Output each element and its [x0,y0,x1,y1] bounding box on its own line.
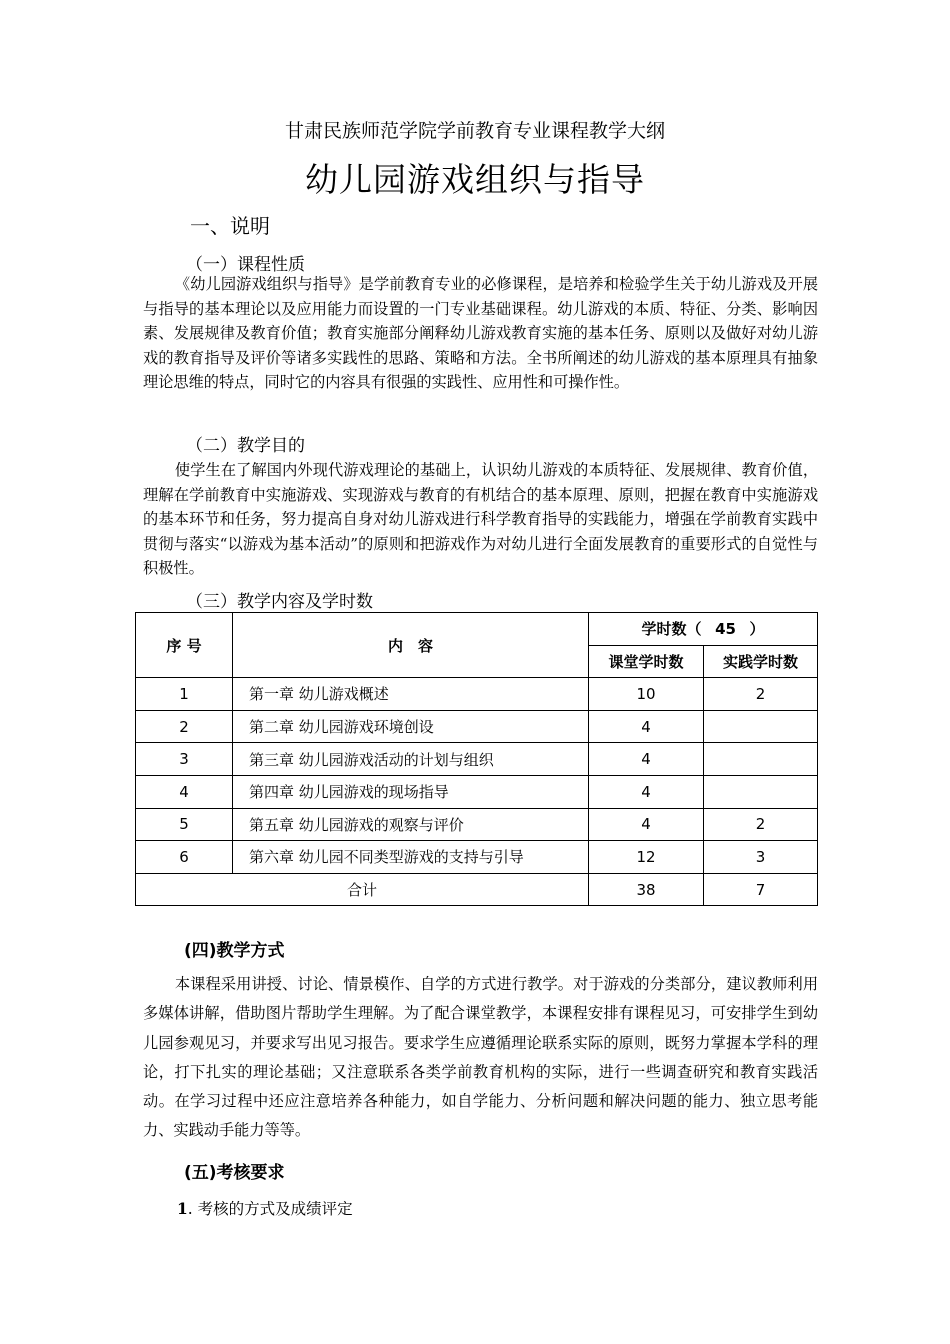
header-class-hours: 课堂学时数 [589,645,704,678]
table-total-row [136,873,818,906]
cell-content: 第三章 幼儿园游戏活动的计划与组织 [233,743,589,776]
table-row [136,743,818,776]
subsection-heading-methods: (四)教学方式 [184,941,285,961]
cell-seq: 2 [136,710,233,743]
cell-class-hours: 12 [589,841,704,874]
table-row [136,841,818,874]
assessment-item-1 [177,1197,353,1219]
subsection-heading-objectives: （二）教学目的 [186,436,305,456]
cell-practice-hours [704,710,818,743]
table-row [136,678,818,711]
cell-practice-hours [704,743,818,776]
header-hours-prefix: 学时数（ [641,620,702,639]
cell-practice-hours: 2 [704,808,818,841]
header-seq: 序 号 [136,613,233,678]
section-heading-explanation: 一、说明 [190,214,270,238]
course-title: 幼儿园游戏组织与指导 [305,160,645,199]
cell-content: 第六章 幼儿园不同类型游戏的支持与引导 [233,841,589,874]
cell-seq: 1 [136,678,233,711]
paragraph-methods: 本课程采用讲授、讨论、情景模作、自学的方式进行教学。对于游戏的分类部分，建议教师利用多媒体讲解，借助图片帮助学生理解。为了配合课堂教学，本课程安排有课程见习，可安排学生到幼儿园参观见习，并要求写出见习报告。要求学生应遵循理论联系实际的原则，既努力掌握本学科的理论，打下扎实的理论基础；又注意联系各类学前教育机构的实际，进行一些调查研究和教育实践活动。在学习过程中还应注意培养各种能力，如自学能力、分析问题和解决问题的能力、独立思考能力、实践动手能力等等。 [143,975,818,1140]
cell-practice-hours: 3 [704,841,818,874]
subsection-heading-nature: （一）课程性质 [186,255,305,275]
table-row [136,808,818,841]
paragraph-course-nature: 《幼儿园游戏组织与指导》是学前教育专业的必修课程，是培养和检验学生关于幼儿游戏及开展与指导的基本理论以及应用能力而设置的一门专业基础课程。幼儿游戏的本质、特征、分类、影响因素、发展规律及教育价值；教育实施部分阐释幼儿游戏教育实施的基本任务、原则以及做好对幼儿游戏的教育指导及评价等诸多实践性的思路、策略和方法。全书所阐述的幼儿游戏的基本原理具有抽象理论思维的特点，同时它的内容具有很强的实践性、应用性和可操作性。 [143,275,818,392]
cell-total-class: 38 [589,873,704,906]
cell-content: 第一章 幼儿游戏概述 [233,678,589,711]
assessment-item-number: 1 [177,1199,188,1218]
cell-content: 第五章 幼儿园游戏的观察与评价 [233,808,589,841]
cell-total-practice: 7 [704,873,818,906]
table-row [136,775,818,808]
table-header-row [136,613,818,646]
header-hours [589,613,818,646]
cell-class-hours: 4 [589,808,704,841]
header-total-hours: 45 [715,620,736,639]
course-hours-table [135,612,818,906]
cell-class-hours: 10 [589,678,704,711]
subsection-heading-assessment: (五)考核要求 [184,1163,285,1183]
header-practice-hours: 实践学时数 [704,645,818,678]
header-hours-suffix: ） [749,620,765,639]
cell-practice-hours [704,775,818,808]
table-row [136,710,818,743]
cell-content: 第四章 幼儿园游戏的现场指导 [233,775,589,808]
subsection-heading-content-hours: （三）教学内容及学时数 [186,592,373,612]
institution-title: 甘肃民族师范学院学前教育专业课程教学大纲 [284,120,665,142]
header-content: 内 容 [233,613,589,678]
cell-class-hours: 4 [589,775,704,808]
cell-total-label: 合计 [136,873,589,906]
cell-seq: 4 [136,775,233,808]
paragraph-objectives: 使学生在了解国内外现代游戏理论的基础上，认识幼儿游戏的本质特征、发展规律、教育价值，理解在学前教育中实施游戏、实现游戏与教育的有机结合的基本原理、原则，把握在教育中实施游戏的基本环节和任务，努力提高自身对幼儿游戏进行科学教育指导的实践能力，增强在学前教育实践中贯彻与落实“以游戏为基本活动”的原则和把游戏作为对幼儿进行全面发展教育的重要形式的自觉性与积极性。 [143,461,818,578]
cell-class-hours: 4 [589,710,704,743]
cell-seq: 5 [136,808,233,841]
cell-class-hours: 4 [589,743,704,776]
assessment-item-text: . 考核的方式及成绩评定 [187,1200,353,1218]
cell-seq: 3 [136,743,233,776]
cell-content: 第二章 幼儿园游戏环境创设 [233,710,589,743]
cell-practice-hours: 2 [704,678,818,711]
cell-seq: 6 [136,841,233,874]
